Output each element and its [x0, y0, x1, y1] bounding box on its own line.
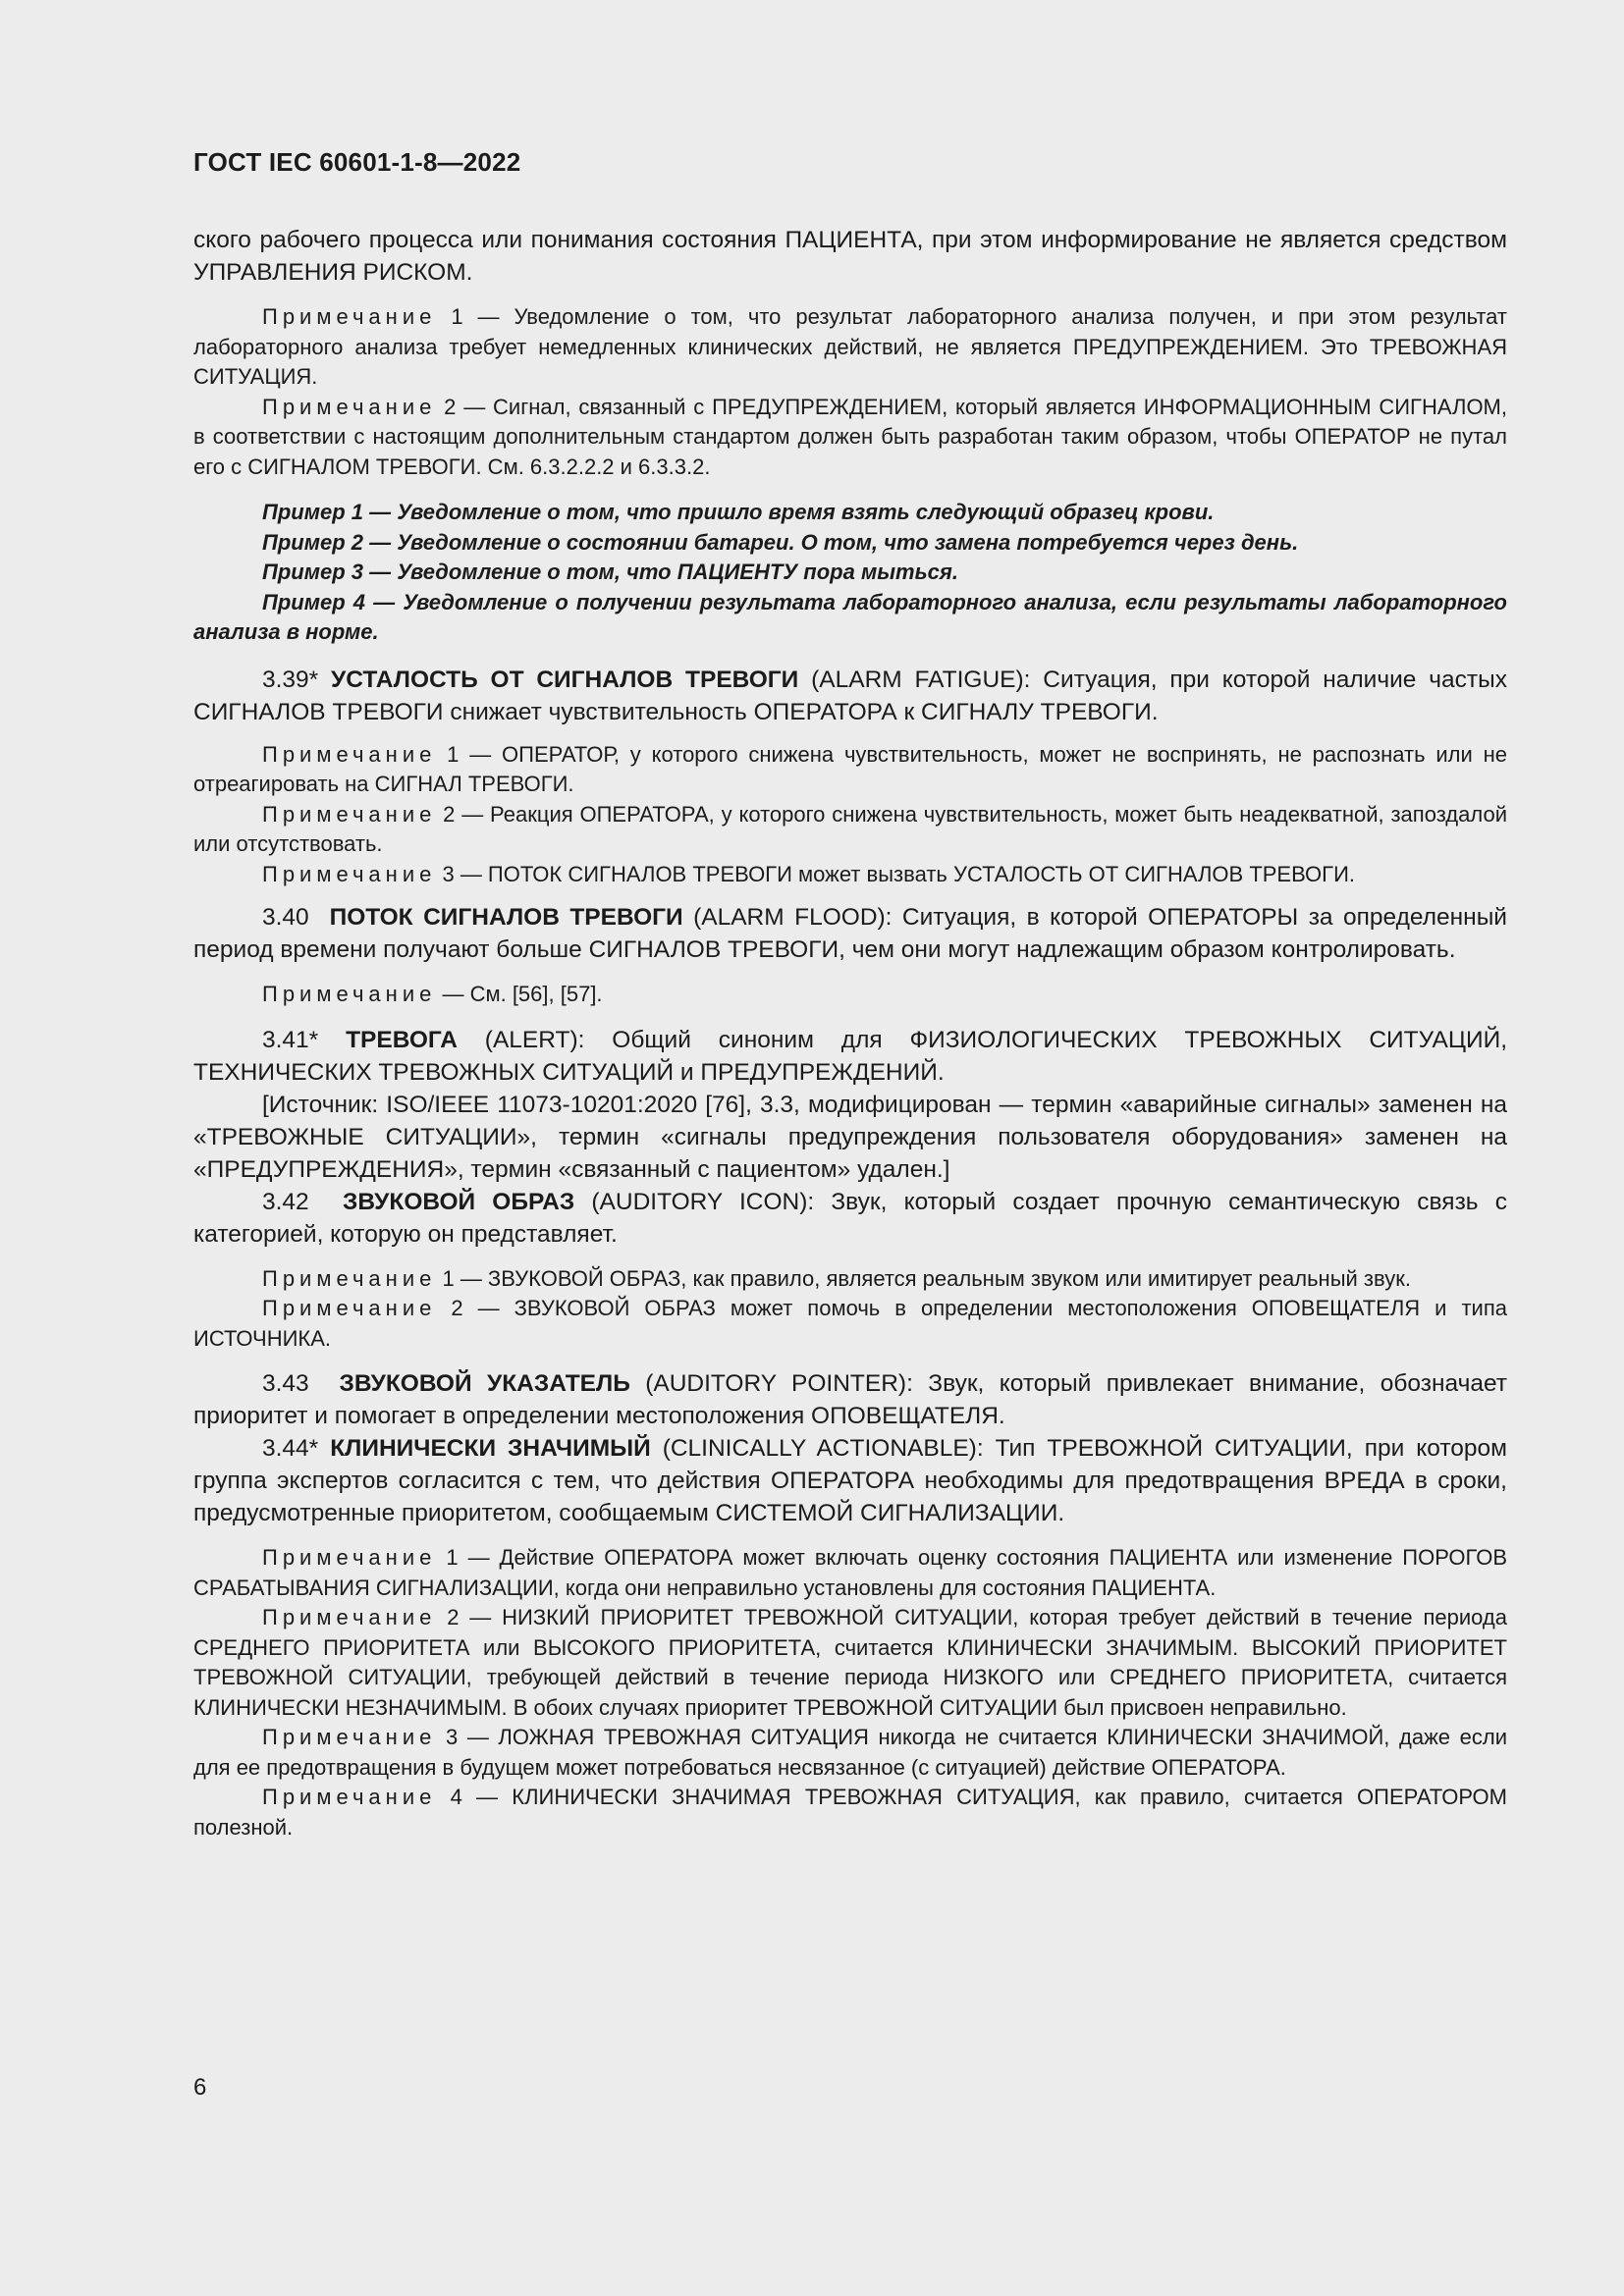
term-title: УСТАЛОСТЬ ОТ СИГНАЛОВ ТРЕВОГИ: [331, 666, 799, 693]
term-3-44: [193, 1432, 1507, 1529]
example: Пример 1 — Уведомление о том, что пришло время взять следующий образец крови.: [262, 500, 1215, 524]
note-label: Примечание: [262, 1265, 437, 1291]
term-3-41: [193, 1024, 1507, 1089]
note: Примечание 2 — Сигнал, связанный с ПРЕДУПРЕЖДЕНИЕМ, который является ИНФОРМАЦИОННЫМ СИГНАЛОМ, в соответствии с настоящим дополнительным стандартом должен быть разработан таким образом, чтобы ОПЕРАТОР не путал его с СИГНАЛОМ ТРЕВОГИ. См. 6.3.2.2.2 и 6.3.3.2.: [193, 394, 1507, 479]
term-title: ЗВУКОВОЙ ОБРАЗ: [343, 1188, 575, 1215]
term-definition: (CLINICALLY ACTIONABLE): Тип ТРЕВОЖНОЙ СИТУАЦИИ, при котором группа экспертов согласится с тем, что действия ОПЕРАТОРА необходимы для предотвращения ВРЕДА в сроки, предусмотренные приоритетом, сообщаемым СИСТЕМОЙ СИГНАЛИЗАЦИИ.: [193, 1435, 1507, 1526]
note-label: Примечание: [262, 861, 437, 886]
term-number: 3.43: [262, 1370, 309, 1397]
note-label: Примечание: [262, 982, 437, 1006]
note-label: Примечание: [262, 394, 437, 419]
term-source: [Источник: ISO/IEEE 11073-10201:2020 [76], 3.3, модифицирован — термин «аварийные сигналы» заменен на «ТРЕВОЖНЫЕ СИТУАЦИИ», термин «сигналы предупреждения пользователя оборудования» заменен на «ПРЕДУПРЕЖДЕНИЯ», термин «связанный с пациентом» удален.]: [193, 1091, 1507, 1183]
term-definition: (ALARM FLOOD): Ситуация, в которой ОПЕРАТОРЫ за определенный период времени получают больше СИГНАЛОВ ТРЕВОГИ, чем они могут надлежащим образом контролировать.: [193, 904, 1507, 963]
example: Пример 3 — Уведомление о том, что ПАЦИЕНТУ пора мыться.: [262, 560, 958, 584]
term-definition: (AUDITORY POINTER): Звук, который привлекает внимание, обозначает приоритет и помогает в определении местоположения ОПОВЕЩАТЕЛЯ.: [193, 1370, 1507, 1429]
note: Примечание 4 — КЛИНИЧЕСКИ ЗНАЧИМАЯ ТРЕВОЖНАЯ СИТУАЦИЯ, как правило, считается ОПЕРАТОРОМ полезной.: [193, 1785, 1507, 1840]
term-3-43: [193, 1367, 1507, 1432]
note-label: Примечание: [262, 1296, 437, 1320]
note: Примечание 1 — ОПЕРАТОР, у которого снижена чувствительность, может не воспринять, не распознать или не отреагировать на СИГНАЛ ТРЕВОГИ.: [193, 741, 1507, 796]
note: Примечание 3 — ЛОЖНАЯ ТРЕВОЖНАЯ СИТУАЦИЯ никогда не считается КЛИНИЧЕСКИ ЗНАЧИМОЙ, даже если для ее предотвращения в будущем может потребоваться несвязанное (с ситуацией) действие ОПЕРАТОРА.: [193, 1725, 1507, 1780]
intro-paragraph: ского рабочего процесса или понимания состояния ПАЦИЕНТА, при этом информирование не является средством УПРАВЛЕНИЯ РИСКОМ.: [193, 227, 1507, 286]
note: Примечание 1 — Уведомление о том, что результат лабораторного анализа получен, и при этом результат лабораторного анализа требует немедленных клинических действий, не является ПРЕДУПРЕЖДЕНИЕМ. Это ТРЕВОЖНАЯ СИТУАЦИЯ.: [193, 304, 1507, 389]
term-number: 3.44*: [262, 1435, 319, 1462]
term-number: 3.41*: [262, 1026, 319, 1053]
note: Примечание 1 — Действие ОПЕРАТОРА может включать оценку состояния ПАЦИЕНТА или изменение ПОРОГОВ СРАБАТЫВАНИЯ СИГНАЛИЗАЦИИ, когда они неправильно установлены для состояния ПАЦИЕНТА.: [193, 1545, 1507, 1600]
term-number: 3.40: [262, 904, 309, 931]
term-number: 3.42: [262, 1188, 309, 1215]
note-label: Примечание: [262, 1785, 437, 1809]
note-label: Примечание: [262, 1725, 437, 1749]
note: Примечание 1 — ЗВУКОВОЙ ОБРАЗ, как правило, является реальным звуком или имитирует реальный звук.: [262, 1265, 1411, 1291]
note-label: Примечание: [262, 741, 437, 767]
note-label: Примечание: [262, 1605, 437, 1629]
term-title: ПОТОК СИГНАЛОВ ТРЕВОГИ: [329, 904, 683, 931]
term-definition: (AUDITORY ICON): Звук, который создает прочную семантическую связь с категорией, которую он представляет.: [193, 1188, 1507, 1248]
term-title: КЛИНИЧЕСКИ ЗНАЧИМЫЙ: [330, 1435, 651, 1462]
note-label: Примечание: [262, 1545, 437, 1570]
note-label: Примечание: [262, 801, 437, 827]
note: Примечание 2 — Реакция ОПЕРАТОРА, у которого снижена чувствительность, может быть неадекватной, запоздалой или отсутствовать.: [193, 801, 1507, 856]
example: Пример 4 — Уведомление о получении результата лабораторного анализа, если результаты лабораторного анализа в норме.: [193, 589, 1507, 644]
term-title: ЗВУКОВОЙ УКАЗАТЕЛЬ: [339, 1370, 630, 1397]
term-definition: (ALARM FATIGUE): Ситуация, при которой наличие частых СИГНАЛОВ ТРЕВОГИ снижает чувствительность ОПЕРАТОРА к СИГНАЛУ ТРЕВОГИ.: [193, 666, 1507, 725]
document-header: ГОСТ IEC 60601-1-8—2022: [193, 147, 521, 177]
term-title: ТРЕВОГА: [346, 1026, 458, 1053]
term-3-42: [193, 1186, 1507, 1251]
term-3-40: [193, 901, 1507, 966]
term-3-39: [193, 664, 1507, 728]
page-number: 6: [193, 2074, 207, 2101]
document-body: [193, 224, 1507, 1842]
example: Пример 2 — Уведомление о состоянии батареи. О том, что замена потребуется через день.: [262, 529, 1299, 555]
note-label: Примечание: [262, 304, 437, 329]
note: Примечание 2 — НИЗКИЙ ПРИОРИТЕТ ТРЕВОЖНОЙ СИТУАЦИИ, которая требует действий в течение периода СРЕДНЕГО ПРИОРИТЕТА или ВЫСОКОГО ПРИОРИТЕТА, считается КЛИНИЧЕСКИ ЗНАЧИМЫМ. ВЫСОКИЙ ПРИОРИТЕТ ТРЕВОЖНОЙ СИТУАЦИИ, требующей действий в течение периода НИЗКОГО или СРЕДНЕГО ПРИОРИТЕТА, считается КЛИНИЧЕСКИ НЕЗНАЧИМЫМ. В обоих случаях приоритет ТРЕВОЖНОЙ СИТУАЦИИ был присвоен неправильно.: [193, 1605, 1507, 1720]
term-definition: (ALERT): Общий синоним для ФИЗИОЛОГИЧЕСКИХ ТРЕВОЖНЫХ СИТУАЦИЙ, ТЕХНИЧЕСКИХ ТРЕВОЖНЫХ СИТУАЦИЙ и ПРЕДУПРЕЖДЕНИЙ.: [193, 1026, 1507, 1086]
note: Примечание 2 — ЗВУКОВОЙ ОБРАЗ может помочь в определении местоположения ОПОВЕЩАТЕЛЯ и типа ИСТОЧНИКА.: [193, 1296, 1507, 1351]
note: Примечание 3 — ПОТОК СИГНАЛОВ ТРЕВОГИ может вызвать УСТАЛОСТЬ ОТ СИГНАЛОВ ТРЕВОГИ.: [262, 861, 1356, 886]
term-number: 3.39*: [262, 666, 319, 693]
note: Примечание — См. [56], [57].: [262, 982, 603, 1006]
